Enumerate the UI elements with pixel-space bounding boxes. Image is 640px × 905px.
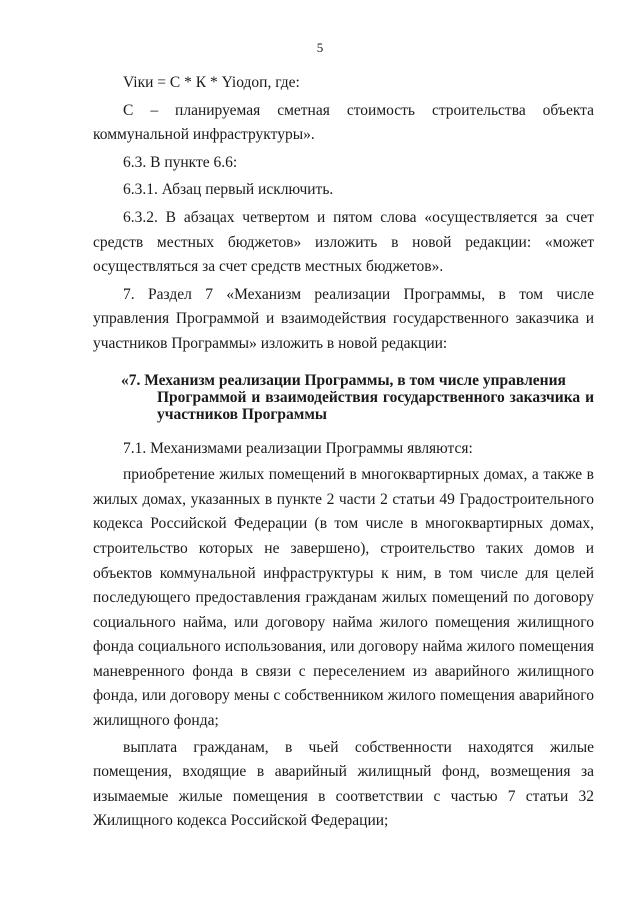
page-number: 5 — [316, 40, 324, 55]
formula-line: Viки = С * К * Yiодоп, где: — [123, 74, 300, 91]
paragraph-point-6-3-1: 6.3.1. Абзац первый исключить. — [123, 181, 334, 199]
paragraph-section-7-intro: 7. Раздел 7 «Механизм реализации Программы, в том числе управления Программой и взаимодействия государственного заказчика и участников Программы» изложить в новой редакции: — [93, 285, 594, 352]
paragraph-compensation: выплата гражданам, в чьей собственности находятся жилые помещения, входящие в аварийный жилищный фонд, возмещения за изымаемые жилые помещения в соответствии с частью 7 статьи 32 Жилищного кодекса Российской Федерации; — [93, 738, 594, 830]
paragraph-acquisition: приобретение жилых помещений в многоквартирных домах, а также в жилых домах, указанных в пункте 2 части 2 статьи 49 Градостроительного кодекса Российской Федерации (в том числе в многоквартирных домах, строительство которых не завершено), строительство таких домов и объектов коммунальной инфраструктуры к ним, в том числе для целей последующего предоставления гражданам жилых помещений по договору социального найма, или договору найма жилого помещения жилищного фонда социального использования, или договору найма жилого помещения маневренного фонда в связи с переселением из аварийного жилищного фонда, или договору мены с собственником жилого помещения аварийного жилищного фонда; — [93, 466, 594, 730]
section-heading-first-line: «7. Механизм реализации Программы, в том числе управления — [121, 371, 566, 389]
paragraph-point-7-1: 7.1. Механизмами реализации Программы являются: — [123, 439, 473, 457]
section-heading-rest: Программой и взаимодействия государственного заказчика и участников Программы — [157, 388, 594, 423]
document-body — [93, 71, 594, 834]
paragraph-point-6-3: 6.3. В пункте 6.6: — [123, 153, 238, 171]
paragraph-cost-definition: С – планируемая сметная стоимость строительства объекта коммунальной инфраструктуры». — [93, 101, 594, 144]
section-heading — [93, 372, 594, 423]
paragraph-point-6-3-2: 6.3.2. В абзацах четвертом и пятом слова «осуществляется за счет средств местных бюджетов» изложить в новой редакции: «может осуществляться за счет средств местных бюджетов». — [93, 208, 594, 276]
